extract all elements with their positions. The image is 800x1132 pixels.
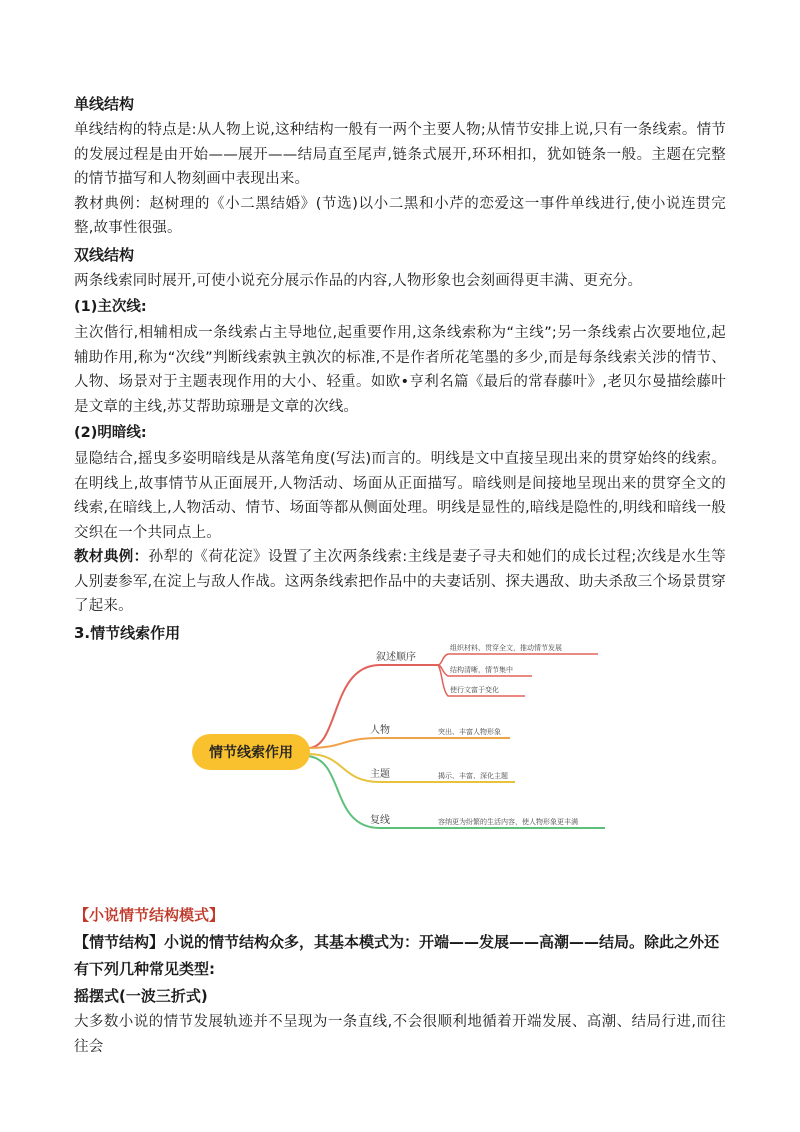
plot-structure-intro: 【情节结构】小说的情节结构众多，其基本模式为：开端——发展——高潮——结局。除此之外还有下列几种常见类型: — [74, 933, 720, 978]
leaf-label: 容纳更为纷繁的生活内容，使人物形象更丰满 — [438, 818, 578, 826]
subheading-light-dark: (2)明暗线: — [74, 425, 147, 441]
heading-single-line: 单线结构 — [74, 95, 135, 113]
leaf-label: 突出、丰富人物形象 — [438, 728, 501, 736]
branch-label: 叙述顺序 — [376, 652, 416, 663]
paragraph: 大多数小说的情节发展轨迹并不呈现为一条直线,不会很顺利地循着开端发展、高潮、结局行进,而往往会 — [74, 1014, 726, 1055]
paragraph: 单线结构的特点是:从人物上说,这种结构一般有一两个主要人物;从情节安排上说,只有一条线索。情节的发展过程是由开始——展开——结局直至尾声,链条式展开,环环相扣，犹如链条一般。主题在完整的情节描写和人物刻画中表现出来。 — [74, 122, 726, 187]
heading-double-line: 双线结构 — [74, 245, 135, 264]
paragraph: 两条线索同时展开,可使小说充分展示作品的内容,人物形象也会刻画得更丰满、更充分。 — [74, 272, 643, 289]
paragraph — [74, 545, 726, 619]
leaf-label: 揭示、丰富、深化主题 — [438, 772, 508, 780]
leaf-label: 使行文富于变化 — [450, 686, 499, 694]
example-text: 孙犁的《荷花淀》设置了主次两条线索:主线是妻子寻夫和她们的成长过程;次线是水生等人别妻参军,在淀上与敌人作战。这两条线索把作品中的夫妻话别、探夫遇敌、助夫杀敌三个场景贯穿了起来。 — [74, 549, 726, 614]
heading-plot-clue-function: 3.情节线索作用 — [74, 623, 181, 642]
branch-label: 人物 — [370, 725, 390, 736]
subheading-swing: 摇摆式(一波三折式) — [74, 987, 208, 1005]
leaf-label: 结构清晰，情节集中 — [450, 666, 513, 674]
paragraph: 显隐结合,摇曳多姿明暗线是从落笔角度(写法)而言的。明线是文中直接呈现出来的贯穿始终的线索。在明线上,故事情节从正面展开,人物活动、场面从正面描写。暗线则是间接地呈现出来的贯穿全文的线索,在暗线上,人物活动、情节、场面等都从侧面处理。明线是显性的,暗线是隐性的,明线和暗线一般交织在一个共同点上。 — [74, 451, 726, 541]
leaf-label: 组织材料、贯穿全文，推动情节发展 — [450, 644, 562, 652]
branch-label: 主题 — [370, 769, 390, 780]
subheading-main-sub: (1)主次线: — [74, 299, 147, 315]
section-title: 【小说情节结构模式】 — [74, 906, 225, 924]
document-body — [74, 90, 726, 647]
example-label: 教材典例： — [74, 549, 149, 565]
center-label: 情节线索作用 — [209, 745, 293, 761]
mind-map — [180, 630, 620, 840]
paragraph: 主次偕行,相辅相成一条线索占主导地位,起重要作用,这条线索称为“主线”;另一条线索占次要地位,起辅助作用,称为“次线”判断线索孰主孰次的标准,不是作者所花笔墨的多少,而是每条线索关涉的情节、人物、场景对于主题表现作用的大小、轻重。如欧•亨利名篇《最后的常春藤叶》,老贝尔曼描绘藤叶是文章的主线,苏艾帮助琼珊是文章的次线。 — [74, 325, 726, 415]
branch-label: 复线 — [370, 815, 390, 826]
paragraph: 教材典例：赵树理的《小二黑结婚》(节选)以小二黑和小芹的恋爱这一事件单线进行,使小说连贯完整,故事性很强。 — [74, 195, 726, 236]
plot-structure-section — [74, 902, 726, 1059]
